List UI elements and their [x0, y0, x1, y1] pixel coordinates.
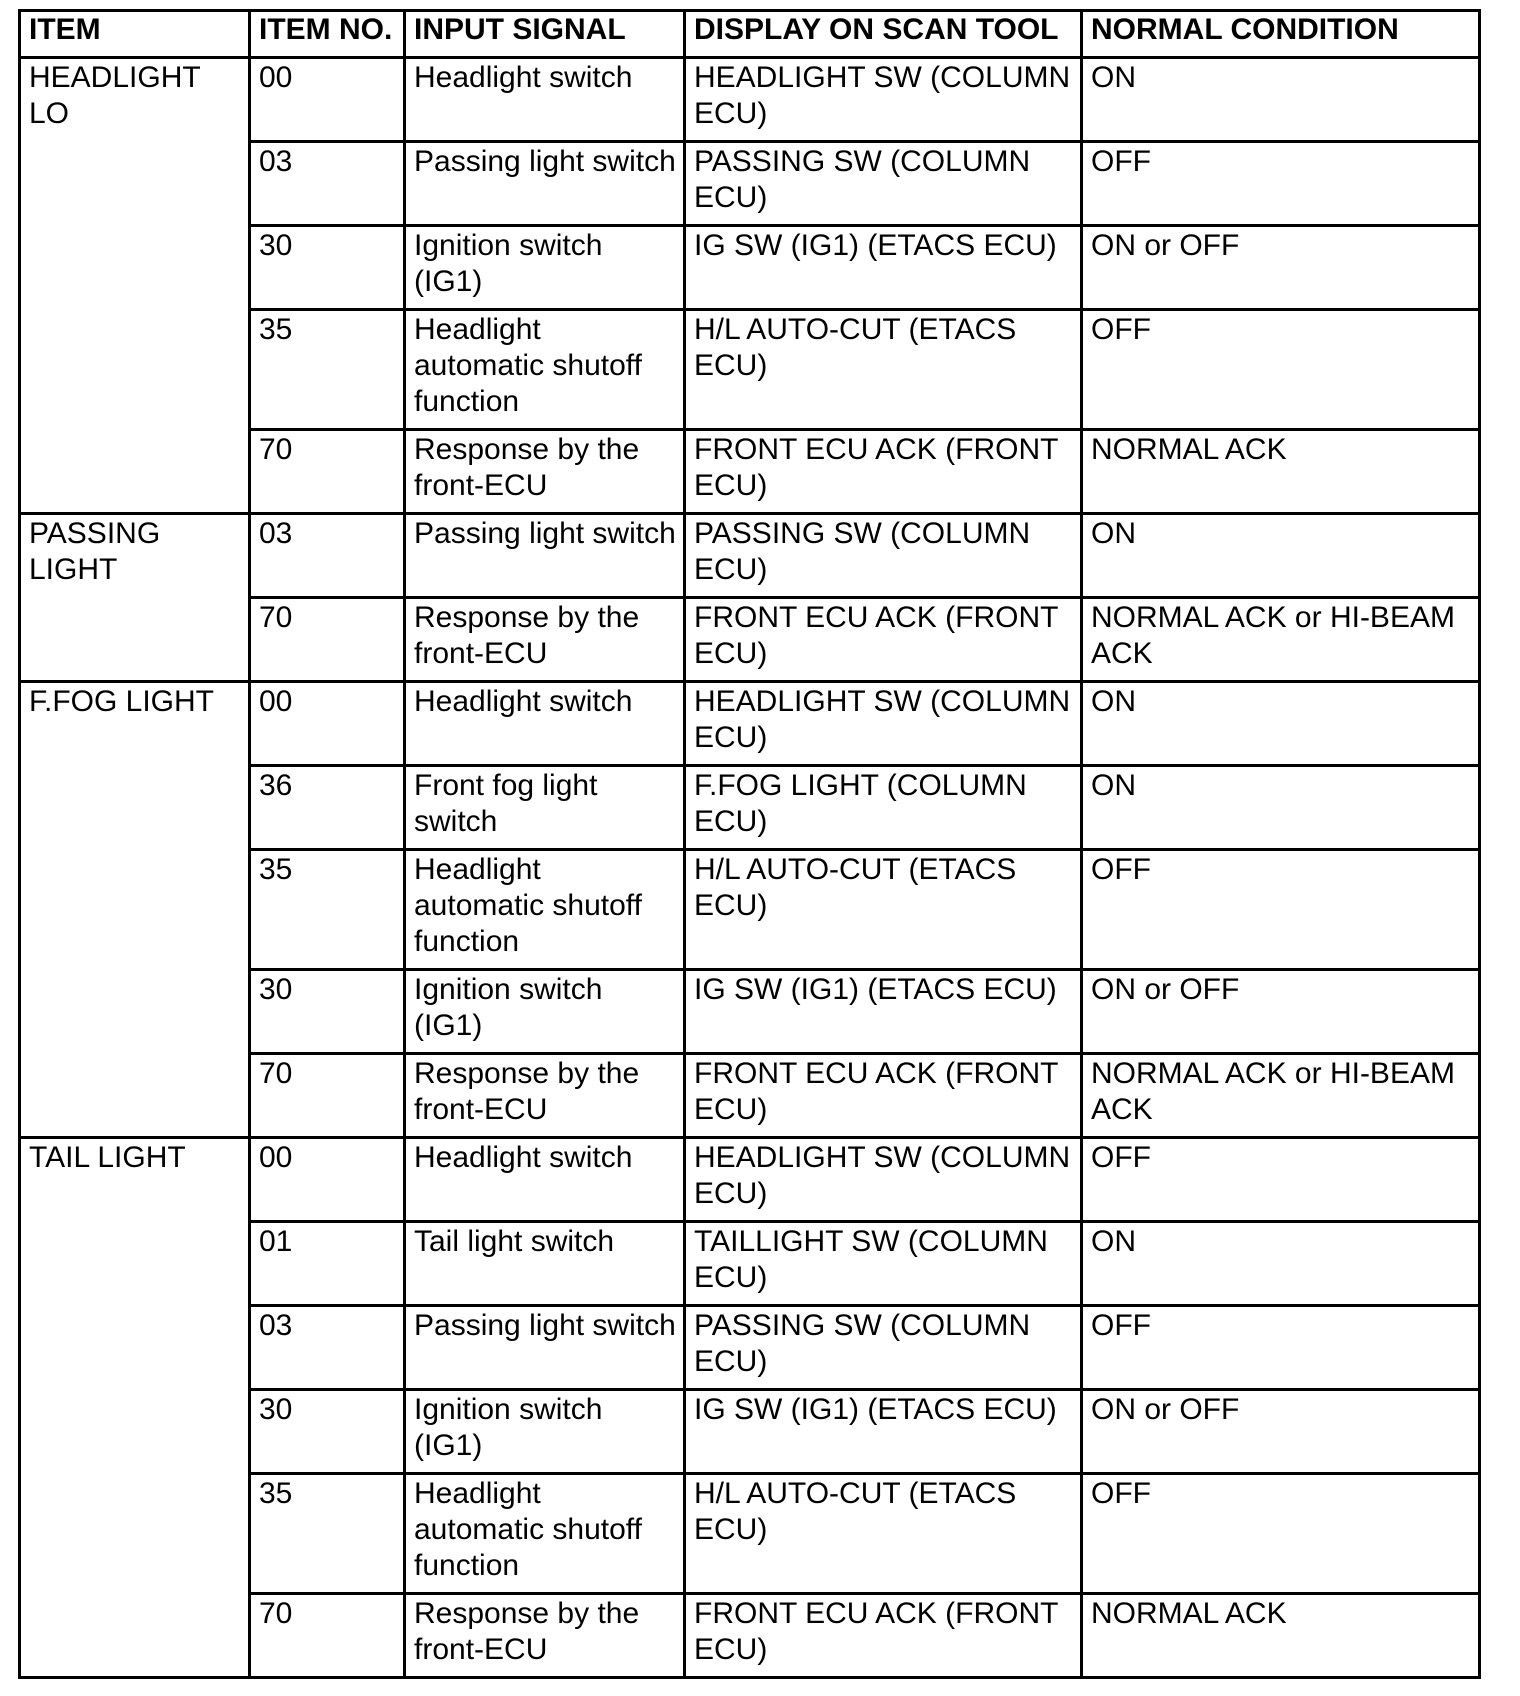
input-signal-cell: Passing light switch [405, 142, 685, 226]
normal-condition-cell: ON or OFF [1082, 1390, 1480, 1474]
table-row [20, 682, 1480, 766]
item-no-cell: 30 [250, 226, 405, 310]
header-item-no: ITEM NO. [250, 11, 405, 58]
header-normal-condition: NORMAL CONDITION [1082, 11, 1480, 58]
normal-condition-cell: OFF [1082, 310, 1480, 430]
scan-tool-display-cell: PASSING SW (COLUMN ECU) [685, 514, 1082, 598]
scan-tool-display-cell: IG SW (IG1) (ETACS ECU) [685, 1390, 1082, 1474]
normal-condition-cell: NORMAL ACK or HI-BEAM ACK [1082, 598, 1480, 682]
item-no-cell: 03 [250, 142, 405, 226]
input-signal-cell: Ignition switch (IG1) [405, 1390, 685, 1474]
normal-condition-cell: NORMAL ACK [1082, 1594, 1480, 1678]
item-no-cell: 01 [250, 1222, 405, 1306]
scan-tool-display-cell: H/L AUTO-CUT (ETACS ECU) [685, 310, 1082, 430]
scan-tool-display-cell: H/L AUTO-CUT (ETACS ECU) [685, 1474, 1082, 1594]
input-signal-cell: Ignition switch (IG1) [405, 970, 685, 1054]
table-header-row [20, 11, 1480, 58]
input-signal-cell: Response by the front-ECU [405, 1594, 685, 1678]
input-signal-cell: Headlight switch [405, 58, 685, 142]
item-no-cell: 35 [250, 1474, 405, 1594]
item-no-cell: 00 [250, 58, 405, 142]
input-signal-cell: Headlight automatic shutoff function [405, 850, 685, 970]
item-cell: PASSING LIGHT [20, 514, 250, 682]
header-display-on-scan-tool: DISPLAY ON SCAN TOOL [685, 11, 1082, 58]
normal-condition-cell: ON [1082, 58, 1480, 142]
table-row [20, 58, 1480, 142]
scan-tool-display-cell: FRONT ECU ACK (FRONT ECU) [685, 1594, 1082, 1678]
input-signal-cell: Response by the front-ECU [405, 598, 685, 682]
scan-tool-display-cell: H/L AUTO-CUT (ETACS ECU) [685, 850, 1082, 970]
normal-condition-cell: OFF [1082, 1138, 1480, 1222]
input-signal-cell: Headlight automatic shutoff function [405, 310, 685, 430]
scan-tool-display-cell: PASSING SW (COLUMN ECU) [685, 142, 1082, 226]
input-signal-cell: Front fog light switch [405, 766, 685, 850]
item-no-cell: 03 [250, 1306, 405, 1390]
item-cell: F.FOG LIGHT [20, 682, 250, 1138]
item-cell: HEADLIGHT LO [20, 58, 250, 514]
scan-tool-display-cell: PASSING SW (COLUMN ECU) [685, 1306, 1082, 1390]
table-body [20, 58, 1480, 1678]
scan-tool-display-cell: F.FOG LIGHT (COLUMN ECU) [685, 766, 1082, 850]
normal-condition-cell: NORMAL ACK [1082, 430, 1480, 514]
input-signal-cell: Headlight switch [405, 1138, 685, 1222]
normal-condition-cell: OFF [1082, 1306, 1480, 1390]
normal-condition-cell: ON [1082, 514, 1480, 598]
item-no-cell: 00 [250, 1138, 405, 1222]
item-no-cell: 70 [250, 598, 405, 682]
input-signal-cell: Response by the front-ECU [405, 1054, 685, 1138]
item-no-cell: 35 [250, 850, 405, 970]
scan-tool-data-table [18, 9, 1481, 1679]
item-no-cell: 30 [250, 970, 405, 1054]
input-signal-cell: Ignition switch (IG1) [405, 226, 685, 310]
scan-tool-display-cell: HEADLIGHT SW (COLUMN ECU) [685, 58, 1082, 142]
normal-condition-cell: OFF [1082, 142, 1480, 226]
scan-tool-display-cell: FRONT ECU ACK (FRONT ECU) [685, 430, 1082, 514]
table-row [20, 514, 1480, 598]
normal-condition-cell: ON or OFF [1082, 226, 1480, 310]
input-signal-cell: Response by the front-ECU [405, 430, 685, 514]
normal-condition-cell: ON [1082, 1222, 1480, 1306]
input-signal-cell: Passing light switch [405, 514, 685, 598]
normal-condition-cell: ON [1082, 682, 1480, 766]
item-no-cell: 00 [250, 682, 405, 766]
normal-condition-cell: OFF [1082, 850, 1480, 970]
table-row [20, 1138, 1480, 1222]
input-signal-cell: Headlight switch [405, 682, 685, 766]
normal-condition-cell: NORMAL ACK or HI-BEAM ACK [1082, 1054, 1480, 1138]
scan-tool-display-cell: HEADLIGHT SW (COLUMN ECU) [685, 1138, 1082, 1222]
item-no-cell: 70 [250, 430, 405, 514]
item-no-cell: 35 [250, 310, 405, 430]
item-no-cell: 70 [250, 1054, 405, 1138]
scan-tool-display-cell: IG SW (IG1) (ETACS ECU) [685, 970, 1082, 1054]
scan-tool-display-cell: IG SW (IG1) (ETACS ECU) [685, 226, 1082, 310]
item-no-cell: 03 [250, 514, 405, 598]
input-signal-cell: Tail light switch [405, 1222, 685, 1306]
header-item: ITEM [20, 11, 250, 58]
normal-condition-cell: ON [1082, 766, 1480, 850]
normal-condition-cell: OFF [1082, 1474, 1480, 1594]
item-no-cell: 36 [250, 766, 405, 850]
scan-tool-display-cell: FRONT ECU ACK (FRONT ECU) [685, 1054, 1082, 1138]
item-cell: TAIL LIGHT [20, 1138, 250, 1678]
input-signal-cell: Passing light switch [405, 1306, 685, 1390]
scan-tool-display-cell: HEADLIGHT SW (COLUMN ECU) [685, 682, 1082, 766]
scan-tool-display-cell: TAILLIGHT SW (COLUMN ECU) [685, 1222, 1082, 1306]
normal-condition-cell: ON or OFF [1082, 970, 1480, 1054]
scan-tool-display-cell: FRONT ECU ACK (FRONT ECU) [685, 598, 1082, 682]
header-input-signal: INPUT SIGNAL [405, 11, 685, 58]
item-no-cell: 30 [250, 1390, 405, 1474]
input-signal-cell: Headlight automatic shutoff function [405, 1474, 685, 1594]
item-no-cell: 70 [250, 1594, 405, 1678]
